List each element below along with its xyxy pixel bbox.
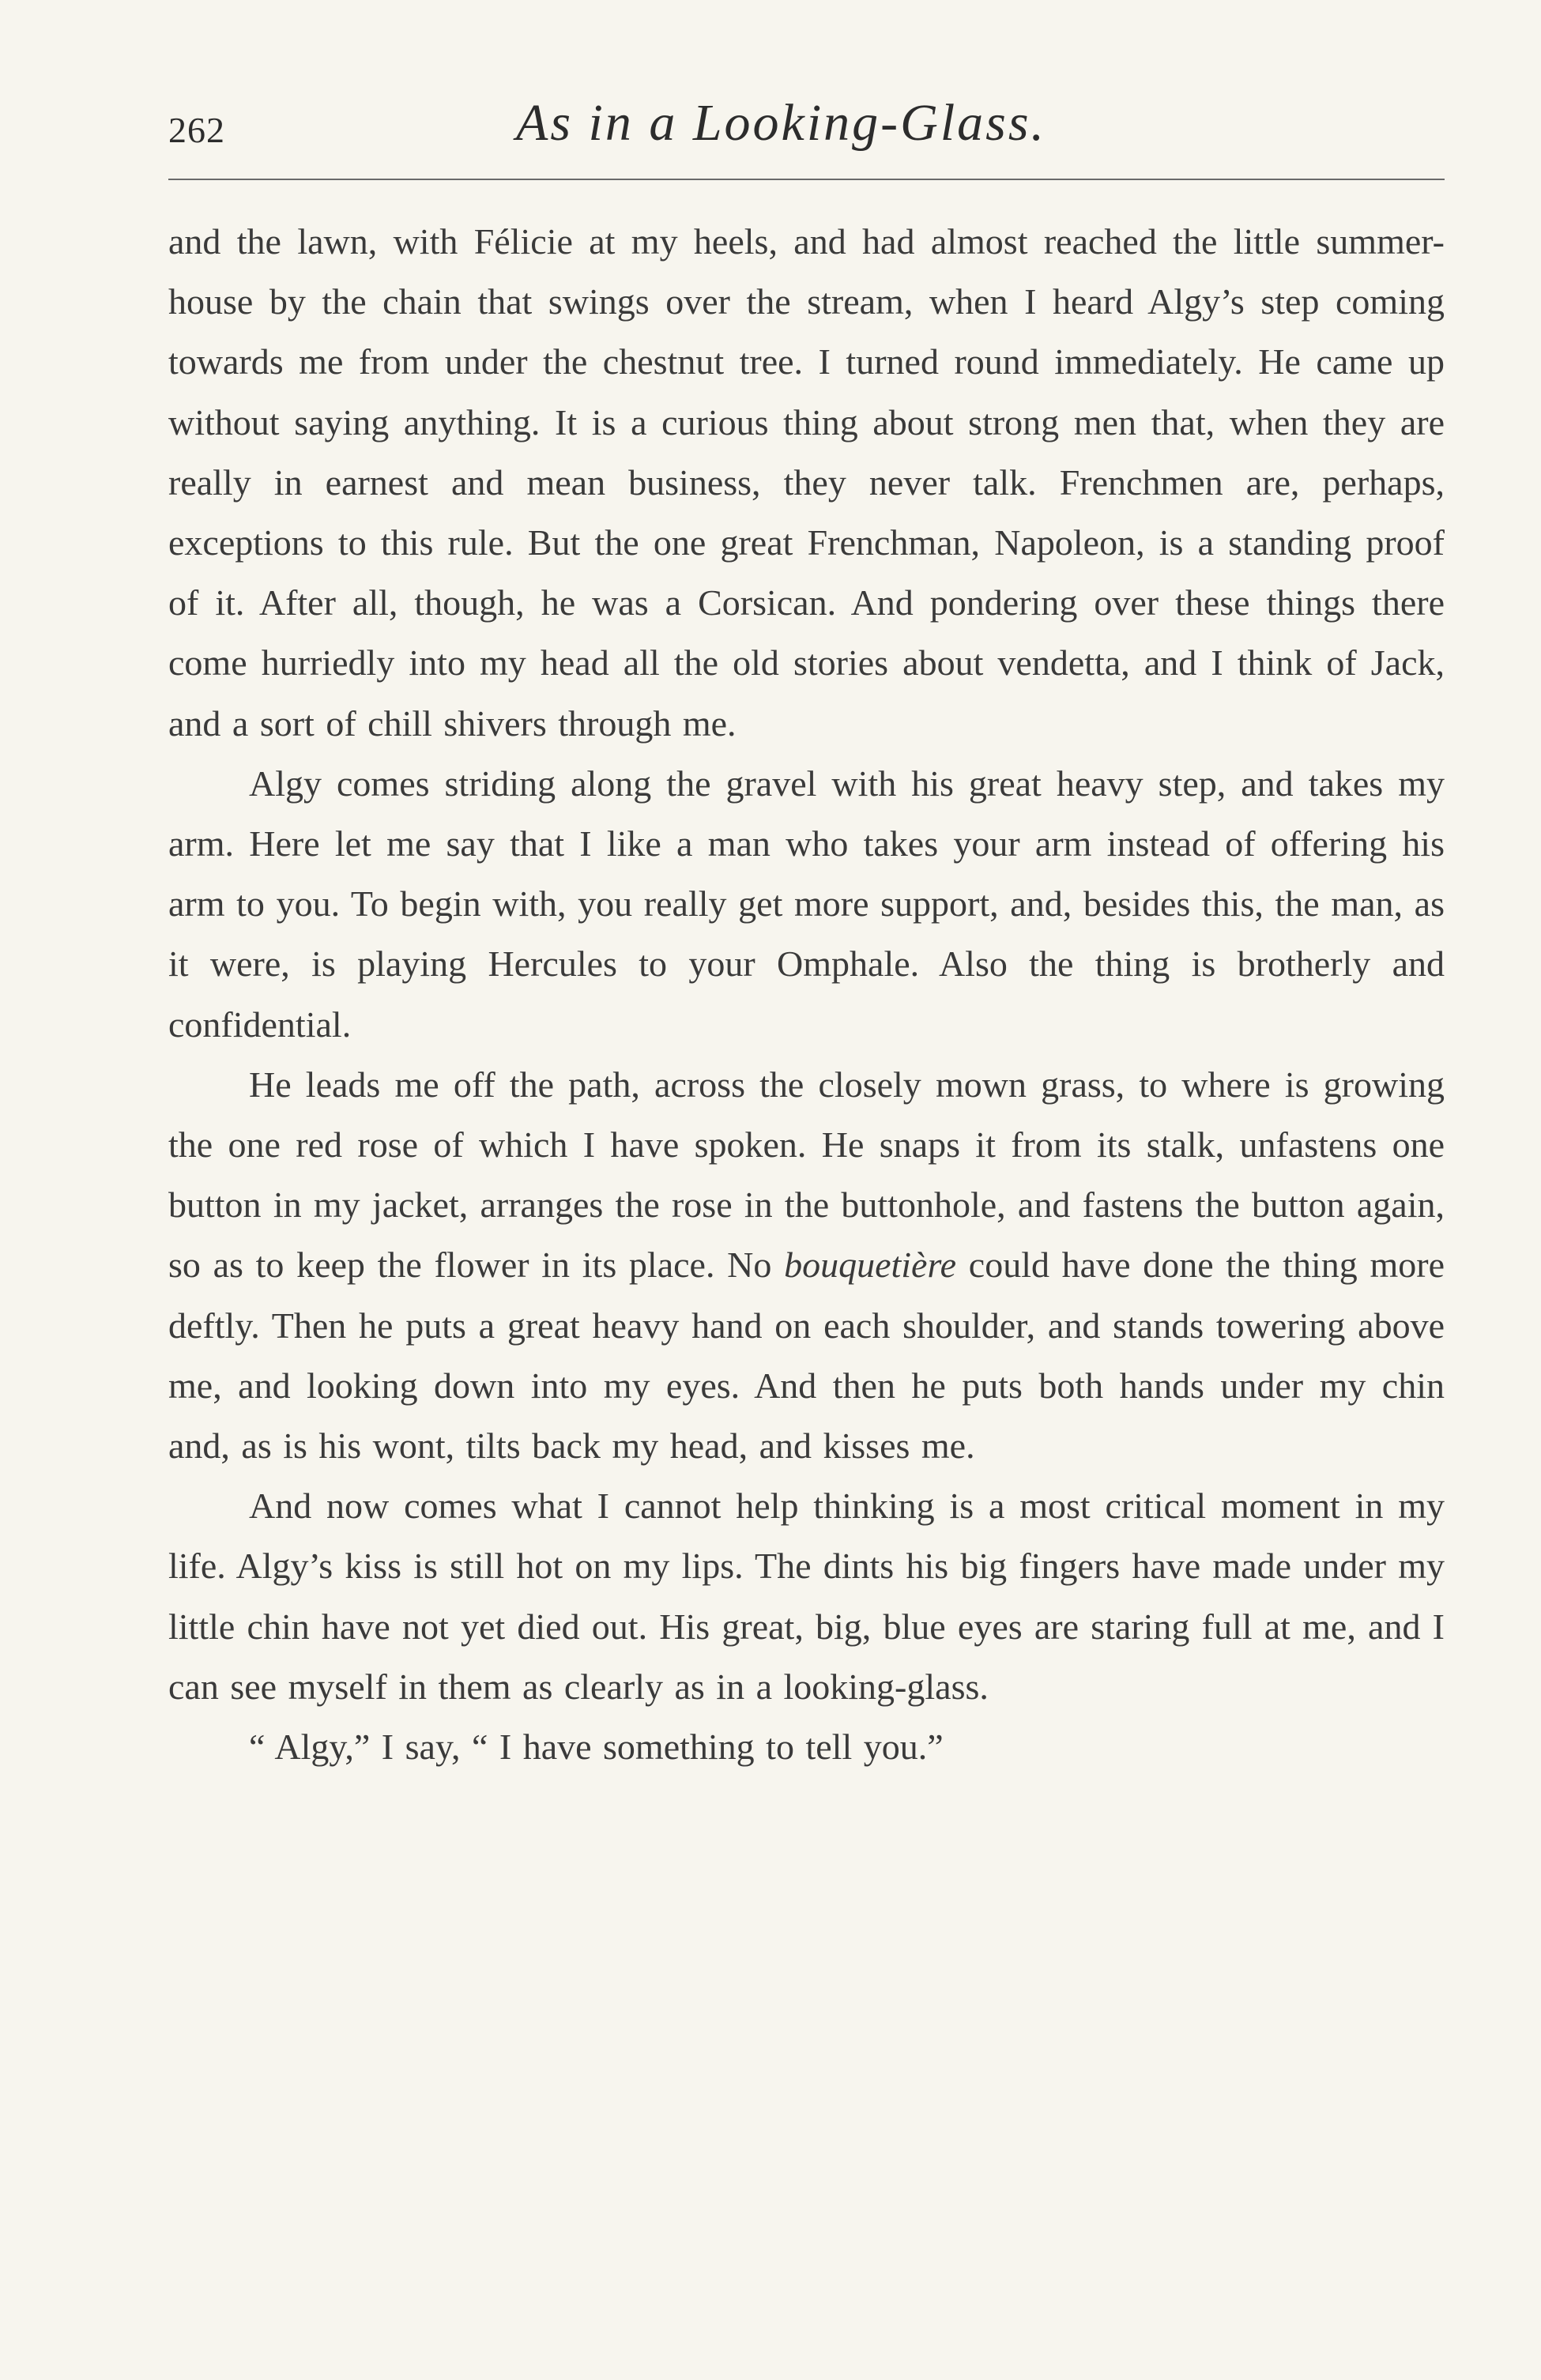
paragraph-1: and the lawn, with Félicie at my heels, and had almost reached the little summer-house by the chain that swings over the stream, when I heard Algy’s step coming towards me from under the chestnut tree. I turned round immediately. He came up without saying anything. It is a curious thing about strong men that, when they are really in earnest and mean business, they never talk. Frenchmen are, perhaps, exceptions to this rule. But the one great Frenchman, Napoleon, is a standing proof of it. After all, though, he was a Corsican. And pondering over these things there come hurriedly into my head all the old stories about vendetta, and I think of Jack, and a sort of chill shivers through me. — [168, 221, 1445, 744]
header-rule — [168, 179, 1445, 180]
paragraph-3 — [168, 1055, 1445, 1476]
italic-term: bouquetière — [784, 1245, 957, 1286]
running-head — [168, 93, 1445, 172]
paragraph-3-part-1: He leads me off the path, across the closely mown grass, to where is growing the one red rose of which I have spoken. He snaps it from its stalk, unfastens one button in my jacket, arranges the rose in the buttonhole, and fastens the button again, so as to keep the flower in its place. No — [168, 1064, 1445, 1286]
body-text — [168, 212, 1445, 1777]
paragraph-5: “ Algy,” I say, “ I have something to tell you.” — [249, 1727, 944, 1768]
paragraph-4: And now comes what I cannot help thinking is a most critical moment in my life. Algy’s kiss is still hot on my lips. The dints his big fingers have made under my little chin have not yet died out. His great, big, blue eyes are staring full at me, and I can see myself in them as clearly as in a looking-glass. — [168, 1486, 1445, 1707]
running-title: As in a Looking-Glass. — [516, 94, 1047, 152]
page-number: 262 — [168, 110, 225, 150]
paragraph-3-part-2: could have done the thing more deftly. Then he puts a great heavy hand on each shoulder, and stands towering above me, and looking down into my eyes. And then he puts both hands under my chin and, as is his wont, tilts back my head, and kisses me. — [168, 1245, 1445, 1467]
paragraph-2: Algy comes striding along the gravel with his great heavy step, and takes my arm. Here let me say that I like a man who takes your arm instead of offering his arm to you. To begin with, you really get more support, and, besides this, the man, as it were, is playing Hercules to your Omphale. Also the thing is brotherly and confidential. — [168, 763, 1445, 1045]
